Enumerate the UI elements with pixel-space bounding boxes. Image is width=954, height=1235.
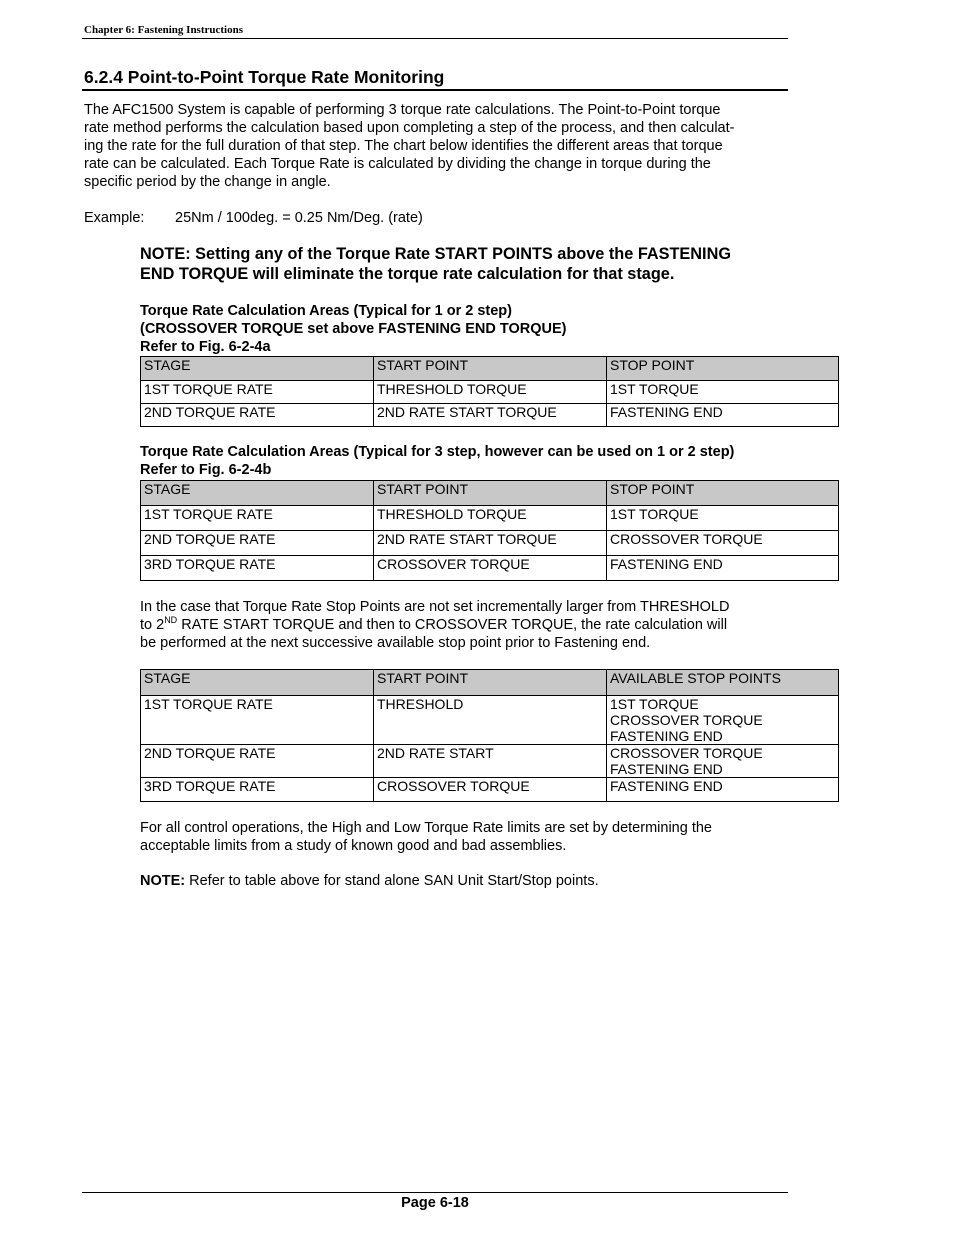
standalone-note: [140, 872, 800, 890]
stop-point-item: 1ST TORQUE: [610, 696, 699, 712]
stop-point-item: FASTENING END: [610, 728, 723, 744]
header-divider: [82, 38, 788, 39]
start-point-cell: 2ND RATE START: [374, 745, 607, 778]
intro-line: ing the rate for the full duration of that step. The chart below identifies the different areas that torque: [84, 138, 723, 154]
ordinal-superscript: ND: [164, 615, 178, 625]
stop-point-item: CROSSOVER TORQUE: [610, 712, 763, 728]
stage-cell: 1ST TORQUE RATE: [141, 696, 374, 745]
table1-heading: [140, 302, 566, 356]
stop-points-paragraph: [140, 598, 800, 652]
column-header: START POINT: [374, 670, 607, 696]
stop-point-cell: 1ST TORQUE: [607, 506, 839, 531]
stop-points-cell: [607, 696, 839, 745]
column-header: STOP POINT: [607, 357, 839, 381]
column-header: STAGE: [141, 481, 374, 506]
start-point-cell: CROSSOVER TORQUE: [374, 778, 607, 802]
stage-cell: 3RD TORQUE RATE: [141, 556, 374, 581]
para-line: RATE START TORQUE and then to CROSSOVER TORQUE, the rate calculation will: [177, 617, 728, 633]
table2-heading: [140, 443, 734, 479]
intro-line: The AFC1500 System is capable of performing 3 torque rate calculations. The Point-to-Point torque: [84, 102, 721, 118]
start-point-cell: 2ND RATE START TORQUE: [374, 531, 607, 556]
table2-torque-rate-areas: [140, 480, 839, 581]
start-point-cell: THRESHOLD TORQUE: [374, 506, 607, 531]
intro-paragraph: [84, 101, 804, 191]
table1-heading-line: Torque Rate Calculation Areas (Typical for 1 or 2 step): [140, 303, 512, 319]
example-line: [84, 209, 423, 227]
table-row: [141, 531, 839, 556]
stop-point-cell: CROSSOVER TORQUE: [607, 531, 839, 556]
column-header: START POINT: [374, 357, 607, 381]
stop-point-cell: FASTENING END: [607, 556, 839, 581]
table-row: [141, 696, 839, 745]
note-label: NOTE:: [140, 873, 186, 889]
note-line: NOTE: Setting any of the Torque Rate START POINTS above the FASTENING: [140, 245, 731, 263]
table1-heading-line: (CROSSOVER TORQUE set above FASTENING END TORQUE): [140, 321, 567, 337]
column-header: START POINT: [374, 481, 607, 506]
footer-divider: [82, 1192, 788, 1193]
table3-available-stop-points: [140, 669, 839, 802]
chapter-header: Chapter 6: Fastening Instructions: [84, 24, 244, 36]
table-row: [141, 745, 839, 778]
table-row: [141, 506, 839, 531]
limits-paragraph: [140, 819, 800, 855]
stop-point-item: CROSSOVER TORQUE: [610, 745, 763, 761]
stage-cell: 2ND TORQUE RATE: [141, 404, 374, 427]
stop-point-cell: FASTENING END: [607, 404, 839, 427]
column-header: STAGE: [141, 357, 374, 381]
stage-cell: 2ND TORQUE RATE: [141, 531, 374, 556]
intro-line: rate can be calculated. Each Torque Rate is calculated by dividing the change in torque during the: [84, 156, 711, 172]
table-header-row: [141, 670, 839, 696]
column-header: STAGE: [141, 670, 374, 696]
para-line: be performed at the next successive available stop point prior to Fastening end.: [140, 635, 651, 651]
stage-cell: 2ND TORQUE RATE: [141, 745, 374, 778]
table1-torque-rate-areas: [140, 356, 839, 427]
example-label: Example:: [84, 210, 145, 226]
table-row: [141, 404, 839, 427]
start-point-cell: 2ND RATE START TORQUE: [374, 404, 607, 427]
stop-points-cell: [607, 745, 839, 778]
table-header-row: [141, 481, 839, 506]
stop-point-item: FASTENING END: [610, 778, 723, 794]
column-header: STOP POINT: [607, 481, 839, 506]
start-point-cell: THRESHOLD TORQUE: [374, 381, 607, 404]
intro-line: specific period by the change in angle.: [84, 174, 331, 190]
start-point-cell: THRESHOLD: [374, 696, 607, 745]
intro-line: rate method performs the calculation based upon completing a step of the process, and then calculat-: [84, 120, 735, 136]
stop-point-cell: 1ST TORQUE: [607, 381, 839, 404]
section-title: 6.2.4 Point-to-Point Torque Rate Monitoring: [84, 67, 445, 87]
table2-heading-line: Torque Rate Calculation Areas (Typical for 3 step, however can be used on 1 or 2 step): [140, 444, 735, 460]
stage-cell: 3RD TORQUE RATE: [141, 778, 374, 802]
title-divider: [82, 89, 788, 91]
table-header-row: [141, 357, 839, 381]
table2-heading-line: Refer to Fig. 6-2-4b: [140, 462, 272, 478]
table-row: [141, 556, 839, 581]
example-formula: 25Nm / 100deg. = 0.25 Nm/Deg. (rate): [175, 210, 423, 226]
start-point-warning-note: [140, 244, 820, 284]
table1-heading-line: Refer to Fig. 6-2-4a: [140, 339, 271, 355]
stop-points-cell: [607, 778, 839, 802]
para-line: For all control operations, the High and Low Torque Rate limits are set by determining the: [140, 820, 712, 836]
note-text: Refer to table above for stand alone SAN Unit Start/Stop points.: [185, 873, 599, 889]
stage-cell: 1ST TORQUE RATE: [141, 381, 374, 404]
stage-cell: 1ST TORQUE RATE: [141, 506, 374, 531]
column-header: AVAILABLE STOP POINTS: [607, 670, 839, 696]
table-row: [141, 778, 839, 802]
para-line: In the case that Torque Rate Stop Points are not set incrementally larger from THRESHOLD: [140, 599, 730, 615]
para-line: to 2: [140, 617, 165, 633]
stop-point-item: FASTENING END: [610, 761, 723, 777]
page-number: Page 6-18: [401, 1195, 469, 1211]
table-row: [141, 381, 839, 404]
note-line: END TORQUE will eliminate the torque rate calculation for that stage.: [140, 265, 675, 283]
para-line: acceptable limits from a study of known good and bad assemblies.: [140, 838, 567, 854]
start-point-cell: CROSSOVER TORQUE: [374, 556, 607, 581]
